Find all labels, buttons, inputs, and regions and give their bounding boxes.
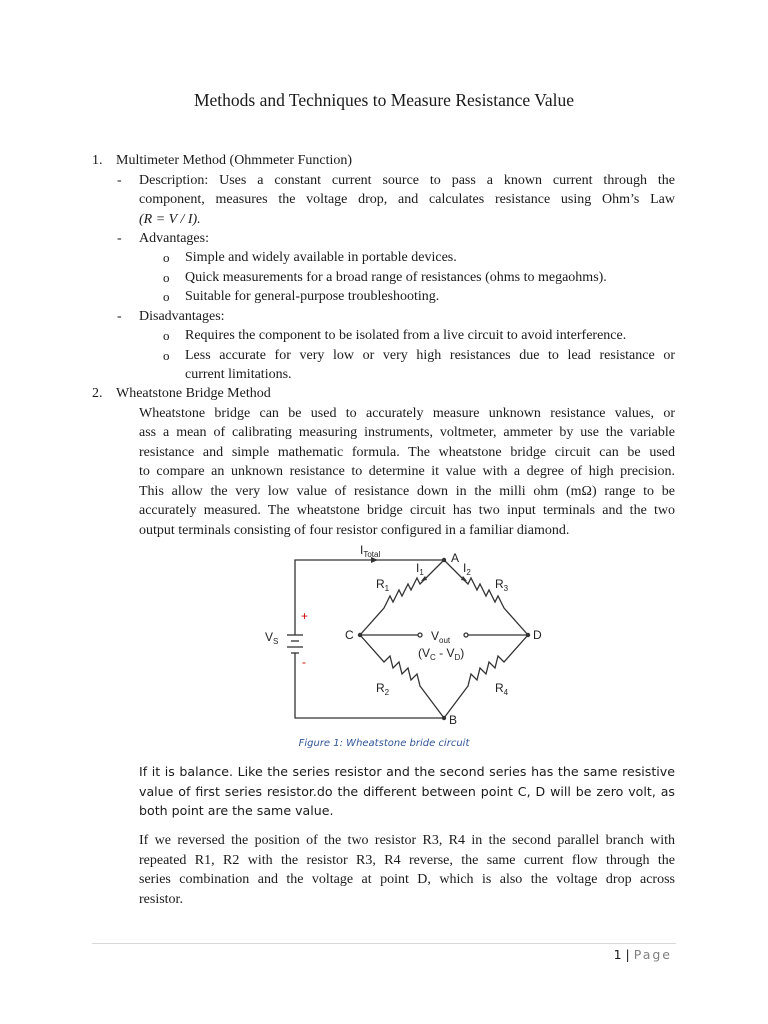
disadvantages-label: Disadvantages: <box>139 309 225 324</box>
balance-para-line-2: value of first series resistor.do the different between point C, D will be zero volt, as <box>139 784 675 799</box>
label-i2: $I_2$ <box>463 561 471 577</box>
advantage-bullet: o <box>163 270 170 285</box>
label-minus: - <box>302 655 306 669</box>
label-r1: $R_1$ <box>376 577 390 593</box>
figure-caption: Figure 1: Wheatstone bride circuit <box>298 738 470 749</box>
page-title: Methods and Techniques to Measure Resistance Value <box>193 90 575 110</box>
advantage-item-2: Quick measurements for a broad range of resistances (ohms to megaohms). <box>185 270 607 285</box>
disadvantage-bullet: o <box>163 328 170 343</box>
reverse-para-line-4: resistor. <box>139 892 183 907</box>
description-line-1: Description: Uses a constant current source to pass a known current through the <box>139 173 675 188</box>
advantage-bullet: o <box>163 250 170 265</box>
balance-para-line-3: both point are the same value. <box>139 803 334 818</box>
label-node-b: B <box>449 713 458 727</box>
advantages-label: Advantages: <box>139 231 209 246</box>
label-vs: $V_S$ <box>265 630 279 646</box>
wheatstone-para-line-3: resistance and simple mathematic formula. The wheatstone bridge circuit can be used <box>139 445 675 460</box>
label-r3: $R_3$ <box>495 577 509 593</box>
label-i1: $I_1$ <box>416 561 424 577</box>
wheatstone-para-line-7: output terminals consisting of four resistor configured in a familiar diamond. <box>139 523 570 538</box>
description-line-3: (R = V / I). <box>139 212 201 227</box>
section-2-number: 2. <box>92 386 103 401</box>
disadvantage-bullet: o <box>163 348 170 363</box>
label-node-c: C <box>345 628 354 642</box>
reverse-para-line-1: If we reversed the position of the two resistor R3, R4 in the second parallel branch with <box>139 833 675 848</box>
reverse-para-line-3: series combination and the voltage at point D, which is also the voltage drop across <box>139 872 675 887</box>
disadvantage-item-2: Less accurate for very low or very high resistances due to lead resistance or <box>185 348 675 363</box>
disadvantage-item-1: Requires the component to be isolated from a live circuit to avoid interference. <box>185 328 627 343</box>
wheatstone-para-line-2: ass a mean of calibrating measuring instruments, voltmeter, ammeter by use the variable <box>139 425 675 440</box>
footer-separator: | <box>621 947 634 962</box>
page-number: 1 <box>613 947 622 962</box>
label-node-d: D <box>533 628 542 642</box>
balance-para-line-1: If it is balance. Like the series resistor and the second series has the same resistive <box>139 764 675 779</box>
section-1-number: 1. <box>92 153 103 168</box>
wheatstone-para-line-5: This allow the very low value of resistance down in the milli ohm (mΩ) range to be <box>139 484 675 499</box>
reverse-para-line-2: repeated R1, R2 with the resistor R3, R4 reverse, the same current flow through the <box>139 853 675 868</box>
advantage-bullet: o <box>163 289 170 304</box>
label-i-total: $I_{Total}$ <box>360 543 381 559</box>
wheatstone-para-line-6: accurately measured. The wheatstone bridge circuit has two input terminals and the two <box>139 503 675 518</box>
label-vout: $V_{out}$ <box>431 629 451 645</box>
section-1-heading: Multimeter Method (Ohmmeter Function) <box>116 153 353 168</box>
advantages-dash: - <box>117 231 122 246</box>
page-label: Page <box>633 947 672 962</box>
label-r4: $R_4$ <box>495 681 509 697</box>
page-footer <box>614 946 672 964</box>
advantage-item-1: Simple and widely available in portable devices. <box>185 250 457 265</box>
section-2-heading: Wheatstone Bridge Method <box>116 386 271 401</box>
label-plus: + <box>301 609 309 623</box>
advantage-item-3: Suitable for general-purpose troubleshooting. <box>185 289 440 304</box>
disadvantage-item-2-cont: current limitations. <box>185 367 292 382</box>
label-vc-vd: $(V_C - V_D)$ <box>418 646 465 662</box>
disadvantages-dash: - <box>117 309 122 324</box>
wheatstone-bridge-diagram <box>260 540 550 730</box>
description-dash: - <box>117 173 122 188</box>
label-node-a: A <box>451 551 460 565</box>
footer-rule <box>92 943 676 944</box>
label-r2: $R_2$ <box>376 681 390 697</box>
description-line-2: component, measures the voltage drop, and calculates resistance using Ohm’s Law <box>139 192 675 207</box>
wheatstone-para-line-1: Wheatstone bridge can be used to accurately measure unknown resistance values, or <box>139 406 675 421</box>
wheatstone-para-line-4: to compare an unknown resistance to determine it value with a degree of high precision. <box>139 464 675 479</box>
